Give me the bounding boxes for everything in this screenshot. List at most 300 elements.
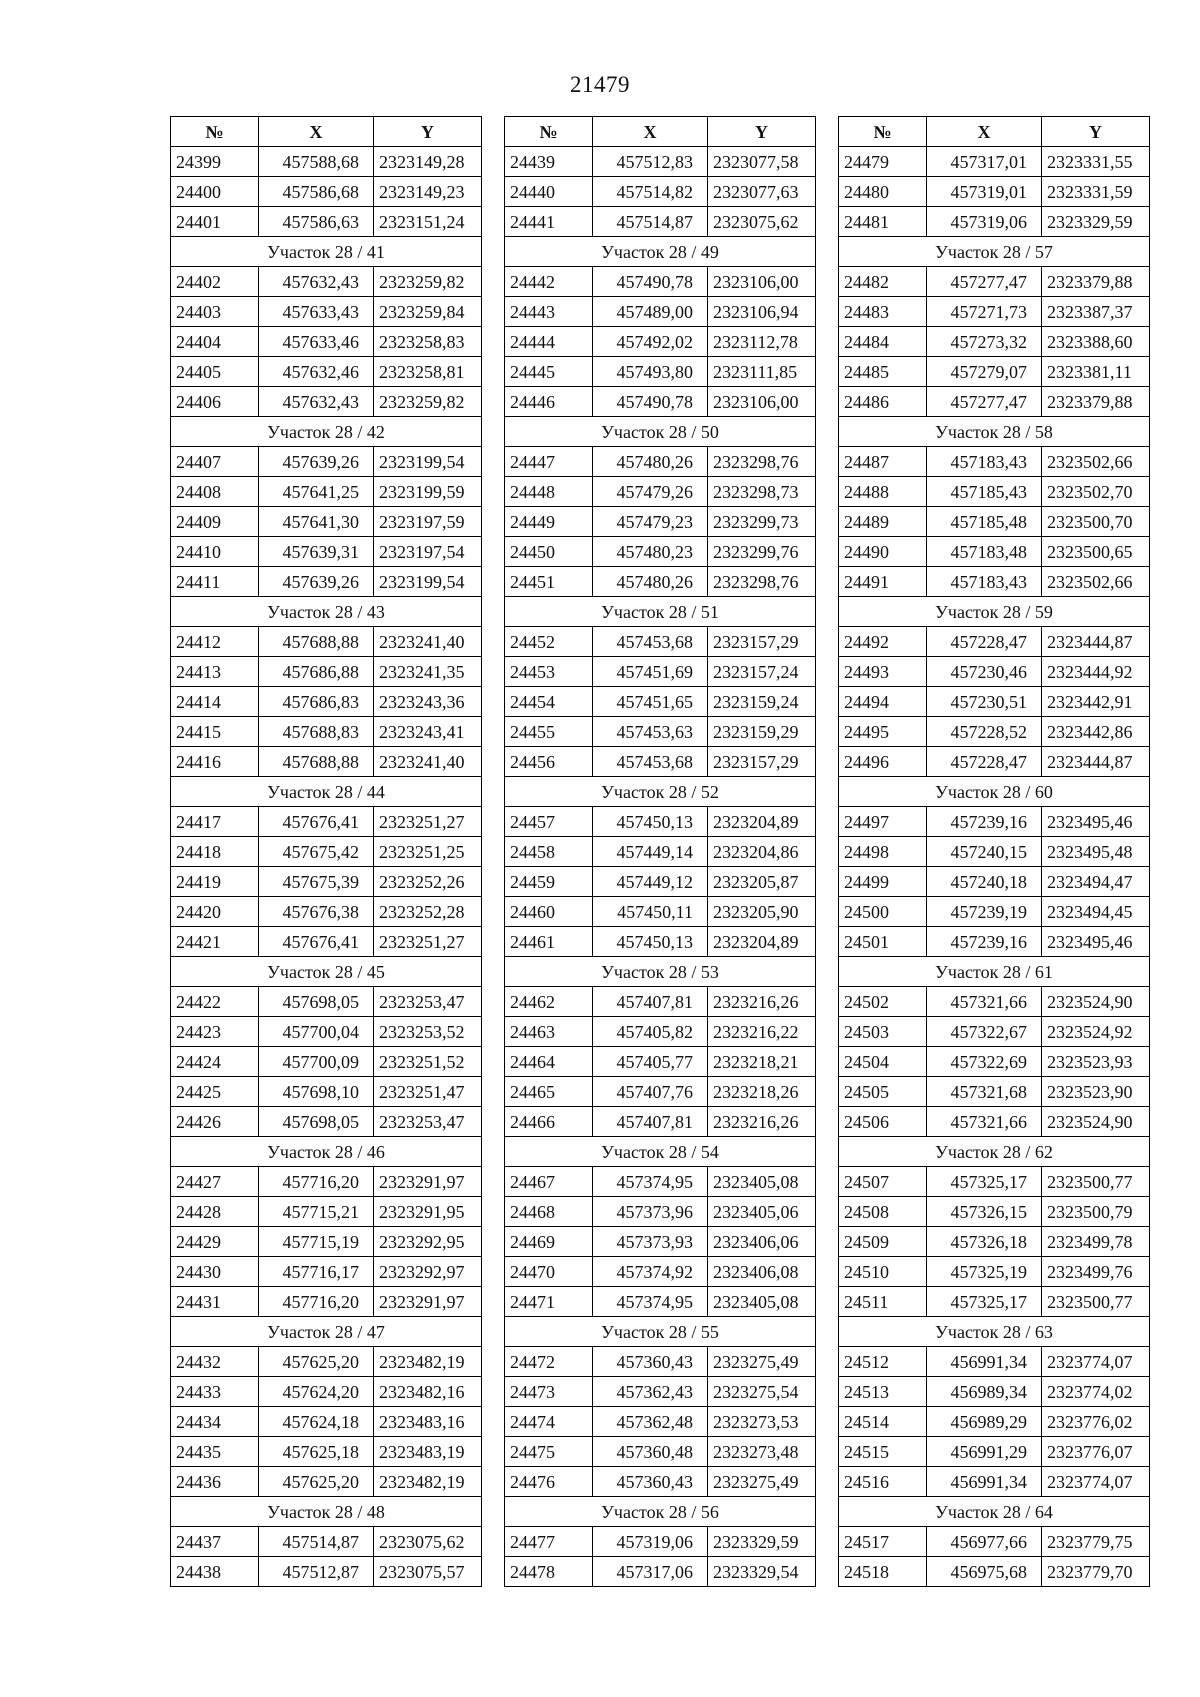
point-number-cell: 24441 [505, 207, 593, 237]
x-coordinate-cell: 457479,23 [593, 507, 708, 537]
x-coordinate-cell: 457449,14 [593, 837, 708, 867]
point-number-cell: 24478 [505, 1557, 593, 1587]
y-coordinate-cell: 2323157,29 [708, 747, 816, 777]
point-number-cell: 24454 [505, 687, 593, 717]
y-coordinate-cell: 2323259,82 [374, 267, 482, 297]
x-coordinate-cell: 457675,42 [259, 837, 374, 867]
point-number-cell: 24406 [171, 387, 259, 417]
point-number-cell: 24468 [505, 1197, 593, 1227]
y-coordinate-cell: 2323216,26 [708, 987, 816, 1017]
section-title: Участок 28 / 50 [505, 417, 816, 447]
y-coordinate-cell: 2323253,47 [374, 987, 482, 1017]
table-row [839, 1047, 1150, 1077]
section-row [505, 1497, 816, 1527]
point-number-cell: 24476 [505, 1467, 593, 1497]
section-row [171, 417, 482, 447]
table-row [505, 207, 816, 237]
point-number-cell: 24479 [839, 147, 927, 177]
y-coordinate-cell: 2323494,47 [1042, 867, 1150, 897]
x-coordinate-cell: 456977,66 [927, 1527, 1042, 1557]
table-row [505, 897, 816, 927]
x-coordinate-cell: 457514,87 [259, 1527, 374, 1557]
y-coordinate-cell: 2323500,79 [1042, 1197, 1150, 1227]
y-coordinate-cell: 2323379,88 [1042, 267, 1150, 297]
point-number-cell: 24500 [839, 897, 927, 927]
x-coordinate-cell: 457271,73 [927, 297, 1042, 327]
x-coordinate-cell: 457228,47 [927, 747, 1042, 777]
number-column-header: № [171, 117, 259, 147]
y-coordinate-cell: 2323405,08 [708, 1287, 816, 1317]
y-coordinate-cell: 2323149,23 [374, 177, 482, 207]
table-row [839, 1077, 1150, 1107]
y-coordinate-cell: 2323106,00 [708, 267, 816, 297]
y-coordinate-cell: 2323204,89 [708, 807, 816, 837]
section-row [171, 1317, 482, 1347]
x-coordinate-cell: 457451,69 [593, 657, 708, 687]
y-coordinate-cell: 2323483,16 [374, 1407, 482, 1437]
y-coordinate-cell: 2323241,35 [374, 657, 482, 687]
y-coordinate-cell: 2323495,46 [1042, 927, 1150, 957]
point-number-cell: 24410 [171, 537, 259, 567]
table-row [171, 1107, 482, 1137]
table-row [171, 1377, 482, 1407]
table-row [505, 1287, 816, 1317]
x-coordinate-cell: 457319,06 [593, 1527, 708, 1557]
y-coordinate-cell: 2323292,97 [374, 1257, 482, 1287]
point-number-cell: 24449 [505, 507, 593, 537]
point-number-cell: 24427 [171, 1167, 259, 1197]
point-number-cell: 24485 [839, 357, 927, 387]
table-row [171, 747, 482, 777]
y-coordinate-cell: 2323482,16 [374, 1377, 482, 1407]
point-number-cell: 24458 [505, 837, 593, 867]
table-row [839, 1467, 1150, 1497]
table-row [171, 327, 482, 357]
y-coordinate-cell: 2323259,82 [374, 387, 482, 417]
x-coordinate-cell: 457240,15 [927, 837, 1042, 867]
point-number-cell: 24499 [839, 867, 927, 897]
table-row [839, 657, 1150, 687]
table-row [505, 717, 816, 747]
x-coordinate-cell: 457479,26 [593, 477, 708, 507]
x-coordinate-cell: 457373,93 [593, 1227, 708, 1257]
point-number-cell: 24518 [839, 1557, 927, 1587]
x-coordinate-cell: 457698,05 [259, 1107, 374, 1137]
x-coordinate-cell: 457625,20 [259, 1467, 374, 1497]
point-number-cell: 24425 [171, 1077, 259, 1107]
y-coordinate-cell: 2323218,26 [708, 1077, 816, 1107]
table-row [505, 1197, 816, 1227]
section-title: Участок 28 / 59 [839, 597, 1150, 627]
table-row [505, 1257, 816, 1287]
point-number-cell: 24496 [839, 747, 927, 777]
x-coordinate-cell: 456975,68 [927, 1557, 1042, 1587]
section-row [505, 1137, 816, 1167]
point-number-cell: 24480 [839, 177, 927, 207]
x-coordinate-cell: 457632,43 [259, 387, 374, 417]
point-number-cell: 24407 [171, 447, 259, 477]
y-coordinate-cell: 2323077,63 [708, 177, 816, 207]
y-coordinate-cell: 2323106,00 [708, 387, 816, 417]
point-number-cell: 24408 [171, 477, 259, 507]
x-coordinate-cell: 457325,17 [927, 1167, 1042, 1197]
table-row [505, 1557, 816, 1587]
x-coordinate-cell: 457360,43 [593, 1347, 708, 1377]
point-number-cell: 24451 [505, 567, 593, 597]
x-coordinate-cell: 457407,81 [593, 987, 708, 1017]
x-coordinate-cell: 457277,47 [927, 267, 1042, 297]
table-row [505, 867, 816, 897]
section-title: Участок 28 / 56 [505, 1497, 816, 1527]
x-coordinate-cell: 457688,88 [259, 627, 374, 657]
y-coordinate-cell: 2323502,66 [1042, 447, 1150, 477]
x-column-header: X [259, 117, 374, 147]
point-number-cell: 24513 [839, 1377, 927, 1407]
x-coordinate-cell: 457698,10 [259, 1077, 374, 1107]
y-coordinate-cell: 2323387,37 [1042, 297, 1150, 327]
x-coordinate-cell: 457407,81 [593, 1107, 708, 1137]
y-coordinate-cell: 2323444,87 [1042, 627, 1150, 657]
table-row [839, 687, 1150, 717]
y-coordinate-cell: 2323273,48 [708, 1437, 816, 1467]
y-coordinate-cell: 2323482,19 [374, 1467, 482, 1497]
table-row [171, 927, 482, 957]
point-number-cell: 24422 [171, 987, 259, 1017]
y-coordinate-cell: 2323406,08 [708, 1257, 816, 1287]
x-coordinate-cell: 457183,48 [927, 537, 1042, 567]
point-number-cell: 24501 [839, 927, 927, 957]
table-row [839, 837, 1150, 867]
x-coordinate-cell: 457321,66 [927, 1107, 1042, 1137]
y-coordinate-cell: 2323379,88 [1042, 387, 1150, 417]
point-number-cell: 24517 [839, 1527, 927, 1557]
point-number-cell: 24473 [505, 1377, 593, 1407]
y-coordinate-cell: 2323199,59 [374, 477, 482, 507]
y-coordinate-cell: 2323075,57 [374, 1557, 482, 1587]
point-number-cell: 24465 [505, 1077, 593, 1107]
table-row [839, 567, 1150, 597]
y-coordinate-cell: 2323204,86 [708, 837, 816, 867]
y-coordinate-cell: 2323298,76 [708, 447, 816, 477]
table-row [171, 717, 482, 747]
table-row [171, 477, 482, 507]
section-row [505, 237, 816, 267]
x-coordinate-cell: 457633,46 [259, 327, 374, 357]
point-number-cell: 24424 [171, 1047, 259, 1077]
point-number-cell: 24418 [171, 837, 259, 867]
section-row [505, 417, 816, 447]
y-coordinate-cell: 2323159,29 [708, 717, 816, 747]
section-title: Участок 28 / 43 [171, 597, 482, 627]
y-coordinate-cell: 2323500,77 [1042, 1167, 1150, 1197]
y-coordinate-cell: 2323331,55 [1042, 147, 1150, 177]
x-coordinate-cell: 457321,68 [927, 1077, 1042, 1107]
x-coordinate-cell: 457405,77 [593, 1047, 708, 1077]
x-coordinate-cell: 457715,19 [259, 1227, 374, 1257]
section-title: Участок 28 / 60 [839, 777, 1150, 807]
table-row [505, 1437, 816, 1467]
x-coordinate-cell: 457639,26 [259, 447, 374, 477]
x-coordinate-cell: 457374,95 [593, 1287, 708, 1317]
point-number-cell: 24453 [505, 657, 593, 687]
y-coordinate-cell: 2323251,47 [374, 1077, 482, 1107]
x-coordinate-cell: 457321,66 [927, 987, 1042, 1017]
y-coordinate-cell: 2323774,07 [1042, 1347, 1150, 1377]
table-row [171, 207, 482, 237]
section-title: Участок 28 / 51 [505, 597, 816, 627]
y-coordinate-cell: 2323482,19 [374, 1347, 482, 1377]
x-coordinate-cell: 457480,26 [593, 447, 708, 477]
point-number-cell: 24506 [839, 1107, 927, 1137]
x-coordinate-cell: 457632,43 [259, 267, 374, 297]
number-column-header: № [839, 117, 927, 147]
x-coordinate-cell: 457185,43 [927, 477, 1042, 507]
section-row [171, 957, 482, 987]
y-coordinate-cell: 2323258,83 [374, 327, 482, 357]
section-title: Участок 28 / 52 [505, 777, 816, 807]
y-coordinate-cell: 2323077,58 [708, 147, 816, 177]
point-number-cell: 24443 [505, 297, 593, 327]
x-coordinate-cell: 456991,34 [927, 1467, 1042, 1497]
y-coordinate-cell: 2323388,60 [1042, 327, 1150, 357]
table-row [839, 297, 1150, 327]
x-coordinate-cell: 457700,09 [259, 1047, 374, 1077]
point-number-cell: 24439 [505, 147, 593, 177]
table-row [839, 627, 1150, 657]
point-number-cell: 24403 [171, 297, 259, 327]
x-coordinate-cell: 457450,13 [593, 807, 708, 837]
x-coordinate-cell: 457239,19 [927, 897, 1042, 927]
y-coordinate-cell: 2323252,28 [374, 897, 482, 927]
point-number-cell: 24491 [839, 567, 927, 597]
y-coordinate-cell: 2323444,92 [1042, 657, 1150, 687]
x-coordinate-cell: 457480,26 [593, 567, 708, 597]
table-row [505, 357, 816, 387]
y-coordinate-cell: 2323251,52 [374, 1047, 482, 1077]
section-title: Участок 28 / 53 [505, 957, 816, 987]
table-row [505, 1467, 816, 1497]
table-row [839, 147, 1150, 177]
x-coordinate-cell: 457480,23 [593, 537, 708, 567]
table-row [505, 747, 816, 777]
point-number-cell: 24413 [171, 657, 259, 687]
table-row [505, 1527, 816, 1557]
point-number-cell: 24470 [505, 1257, 593, 1287]
table-row [171, 267, 482, 297]
y-coordinate-cell: 2323523,93 [1042, 1047, 1150, 1077]
table-row [505, 927, 816, 957]
point-number-cell: 24431 [171, 1287, 259, 1317]
section-row [839, 957, 1150, 987]
point-number-cell: 24452 [505, 627, 593, 657]
point-number-cell: 24414 [171, 687, 259, 717]
y-coordinate-cell: 2323776,02 [1042, 1407, 1150, 1437]
x-coordinate-cell: 457489,00 [593, 297, 708, 327]
point-number-cell: 24438 [171, 1557, 259, 1587]
point-number-cell: 24405 [171, 357, 259, 387]
point-number-cell: 24459 [505, 867, 593, 897]
x-coordinate-cell: 457360,43 [593, 1467, 708, 1497]
point-number-cell: 24399 [171, 147, 259, 177]
x-coordinate-cell: 457586,63 [259, 207, 374, 237]
x-coordinate-cell: 457325,17 [927, 1287, 1042, 1317]
y-coordinate-cell: 2323776,07 [1042, 1437, 1150, 1467]
point-number-cell: 24504 [839, 1047, 927, 1077]
x-coordinate-cell: 457374,95 [593, 1167, 708, 1197]
y-coordinate-cell: 2323199,54 [374, 567, 482, 597]
point-number-cell: 24440 [505, 177, 593, 207]
point-number-cell: 24498 [839, 837, 927, 867]
y-coordinate-cell: 2323275,49 [708, 1347, 816, 1377]
point-number-cell: 24432 [171, 1347, 259, 1377]
point-number-cell: 24402 [171, 267, 259, 297]
x-coordinate-cell: 457514,87 [593, 207, 708, 237]
table-row [171, 567, 482, 597]
y-coordinate-cell: 2323106,94 [708, 297, 816, 327]
section-row [839, 1317, 1150, 1347]
coordinate-table-right [838, 116, 1150, 1587]
x-coordinate-cell: 457588,68 [259, 147, 374, 177]
section-title: Участок 28 / 63 [839, 1317, 1150, 1347]
point-number-cell: 24400 [171, 177, 259, 207]
table-row [839, 267, 1150, 297]
y-coordinate-cell: 2323524,90 [1042, 987, 1150, 1017]
y-coordinate-cell: 2323275,54 [708, 1377, 816, 1407]
table-row [171, 837, 482, 867]
x-coordinate-cell: 457716,20 [259, 1287, 374, 1317]
table-row [505, 1167, 816, 1197]
point-number-cell: 24435 [171, 1437, 259, 1467]
table-row [839, 807, 1150, 837]
x-coordinate-cell: 457716,17 [259, 1257, 374, 1287]
table-row [505, 327, 816, 357]
point-number-cell: 24484 [839, 327, 927, 357]
table-row [171, 1017, 482, 1047]
table-row [171, 1287, 482, 1317]
x-coordinate-cell: 457625,20 [259, 1347, 374, 1377]
table-row [505, 1407, 816, 1437]
point-number-cell: 24471 [505, 1287, 593, 1317]
section-row [171, 777, 482, 807]
point-number-cell: 24433 [171, 1377, 259, 1407]
y-coordinate-cell: 2323524,92 [1042, 1017, 1150, 1047]
table-row [171, 627, 482, 657]
section-title: Участок 28 / 62 [839, 1137, 1150, 1167]
x-coordinate-cell: 456989,34 [927, 1377, 1042, 1407]
point-number-cell: 24429 [171, 1227, 259, 1257]
x-coordinate-cell: 457676,41 [259, 927, 374, 957]
table-row [171, 1257, 482, 1287]
x-coordinate-cell: 457675,39 [259, 867, 374, 897]
y-coordinate-cell: 2323204,89 [708, 927, 816, 957]
point-number-cell: 24466 [505, 1107, 593, 1137]
x-coordinate-cell: 457325,19 [927, 1257, 1042, 1287]
table-row [839, 987, 1150, 1017]
table-row [839, 327, 1150, 357]
y-coordinate-cell: 2323523,90 [1042, 1077, 1150, 1107]
x-coordinate-cell: 457240,18 [927, 867, 1042, 897]
x-coordinate-cell: 457633,43 [259, 297, 374, 327]
section-title: Участок 28 / 61 [839, 957, 1150, 987]
point-number-cell: 24475 [505, 1437, 593, 1467]
x-coordinate-cell: 457373,96 [593, 1197, 708, 1227]
point-number-cell: 24469 [505, 1227, 593, 1257]
x-coordinate-cell: 457639,31 [259, 537, 374, 567]
section-row [505, 1317, 816, 1347]
table-row [505, 987, 816, 1017]
y-coordinate-cell: 2323298,76 [708, 567, 816, 597]
table-row [839, 1407, 1150, 1437]
y-coordinate-cell: 2323275,49 [708, 1467, 816, 1497]
x-coordinate-cell: 457700,04 [259, 1017, 374, 1047]
table-row [171, 177, 482, 207]
x-coordinate-cell: 457319,01 [927, 177, 1042, 207]
point-number-cell: 24428 [171, 1197, 259, 1227]
table-row [505, 1377, 816, 1407]
table-row [505, 657, 816, 687]
point-number-cell: 24460 [505, 897, 593, 927]
point-number-cell: 24489 [839, 507, 927, 537]
table-row [839, 477, 1150, 507]
point-number-cell: 24467 [505, 1167, 593, 1197]
table-row [171, 1557, 482, 1587]
x-coordinate-cell: 457512,87 [259, 1557, 374, 1587]
y-coordinate-cell: 2323075,62 [708, 207, 816, 237]
table-row [505, 1017, 816, 1047]
section-title: Участок 28 / 42 [171, 417, 482, 447]
table-row [839, 747, 1150, 777]
table-row [505, 687, 816, 717]
y-coordinate-cell: 2323442,86 [1042, 717, 1150, 747]
y-coordinate-cell: 2323075,62 [374, 1527, 482, 1557]
table-row [839, 1017, 1150, 1047]
x-coordinate-cell: 457716,20 [259, 1167, 374, 1197]
table-row [839, 1227, 1150, 1257]
x-coordinate-cell: 457453,68 [593, 747, 708, 777]
y-coordinate-cell: 2323406,06 [708, 1227, 816, 1257]
y-coordinate-cell: 2323149,28 [374, 147, 482, 177]
x-coordinate-cell: 457514,82 [593, 177, 708, 207]
point-number-cell: 24450 [505, 537, 593, 567]
point-number-cell: 24436 [171, 1467, 259, 1497]
point-number-cell: 24508 [839, 1197, 927, 1227]
table-row [839, 927, 1150, 957]
point-number-cell: 24420 [171, 897, 259, 927]
y-column-header: Y [1042, 117, 1150, 147]
x-coordinate-cell: 457512,83 [593, 147, 708, 177]
section-row [839, 1137, 1150, 1167]
x-coordinate-cell: 457326,18 [927, 1227, 1042, 1257]
page-number: 21479 [570, 72, 630, 97]
x-coordinate-cell: 457586,68 [259, 177, 374, 207]
table-row [505, 1347, 816, 1377]
coordinate-table-left [170, 116, 482, 1587]
table-row [171, 897, 482, 927]
point-number-cell: 24502 [839, 987, 927, 1017]
x-coordinate-cell: 457686,83 [259, 687, 374, 717]
y-coordinate-cell: 2323779,75 [1042, 1527, 1150, 1557]
x-coordinate-cell: 457362,43 [593, 1377, 708, 1407]
x-coordinate-cell: 457493,80 [593, 357, 708, 387]
y-coordinate-cell: 2323779,70 [1042, 1557, 1150, 1587]
table-row [505, 1077, 816, 1107]
section-title: Участок 28 / 49 [505, 237, 816, 267]
x-coordinate-cell: 457360,48 [593, 1437, 708, 1467]
point-number-cell: 24401 [171, 207, 259, 237]
section-row [839, 1497, 1150, 1527]
table-row [505, 267, 816, 297]
table-row [171, 1197, 482, 1227]
